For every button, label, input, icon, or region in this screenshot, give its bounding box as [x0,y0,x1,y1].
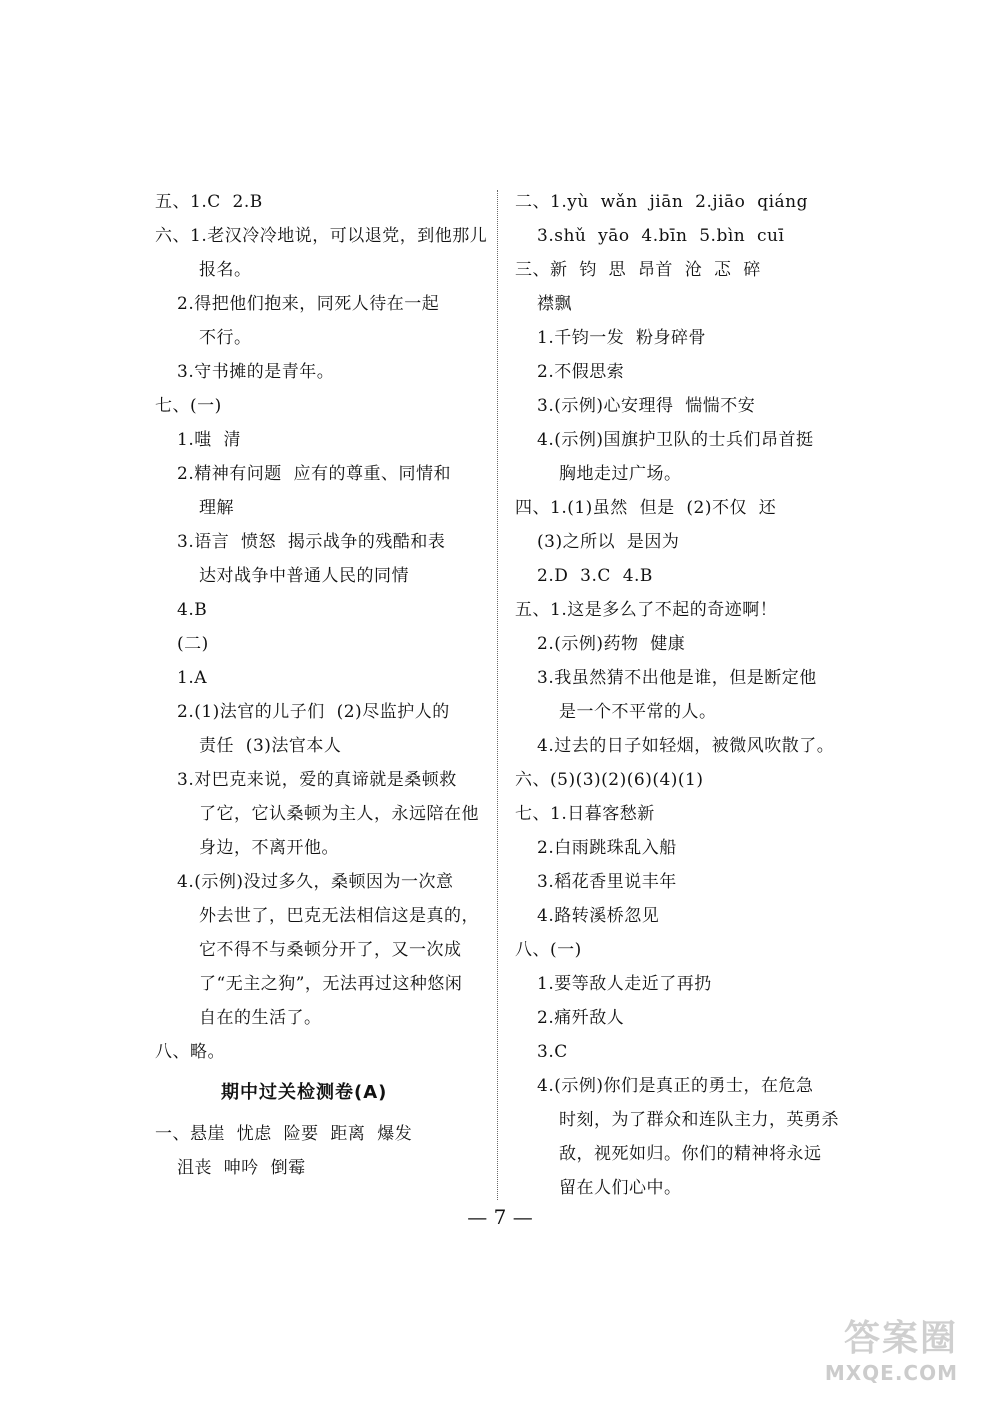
answer-line: 了它，它认桑顿为主人，永远陪在他 [199,804,479,824]
answer-line: 3.语言 愤怒 揭示战争的残酷和表 [177,532,446,552]
answer-line: 4.(示例)国旗护卫队的士兵们昂首挺 [537,430,814,450]
watermark-top-text: 答案圈 [843,1318,958,1359]
answer-line: 2.(1)法官的儿子们 (2)尽监护人的 [177,702,450,722]
answer-line: 4.(示例)你们是真正的勇士，在危急 [537,1076,814,1096]
answer-line: 二、1.yù wǎn jiān 2.jiāo qiáng [515,192,809,212]
answer-line: (3)之所以 是因为 [537,532,680,552]
page-number: — 7 — [467,1205,533,1229]
answer-line: 1.嗤 清 [177,430,242,450]
answer-line: 七、(一) [155,396,222,416]
answer-line: 1.千钧一发 粉身碎骨 [537,328,707,348]
answer-line: 五、1.C 2.B [155,192,263,212]
watermark-logo [808,1310,958,1385]
answer-line: 达对战争中普通人民的同情 [199,566,409,586]
answer-line: 2.不假思索 [537,362,625,382]
answer-line: 六、(5)(3)(2)(6)(4)(1) [515,770,704,790]
answer-line: 3.我虽然猜不出他是谁，但是断定他 [537,668,817,688]
answer-line: 时刻，为了群众和连队主力，英勇杀 [559,1110,839,1130]
answer-line: 了“无主之狗”，无法再过这种悠闲 [199,974,463,994]
answer-line: 胸地走过广场。 [559,464,682,484]
answer-line: 3.稻花香里说丰年 [537,872,677,892]
answer-line: 3.守书摊的是青年。 [177,362,335,382]
left-answer-column [155,185,488,1185]
answer-line: 2.痛歼敌人 [537,1008,625,1028]
answer-line: 2.(示例)药物 健康 [537,634,686,654]
answer-line: 2.白雨跳珠乱入船 [537,838,677,858]
answer-line: 4.过去的日子如轻烟，被微风吹散了。 [537,736,835,756]
answer-line: 3.(示例)心安理得 惴惴不安 [537,396,756,416]
answer-line: 4.路转溪桥忽见 [537,906,660,926]
answer-line: 3.对巴克来说，爱的真谛就是桑顿救 [177,770,457,790]
answer-line: 留在人们心中。 [559,1178,682,1198]
answer-line: 襟飘 [537,294,572,314]
answer-line: 2.精神有问题 应有的尊重、同情和 [177,464,452,484]
answer-line: 2.D 3.C 4.B [537,566,653,586]
answer-line: 外去世了，巴克无法相信这是真的， [199,906,479,926]
answer-line: 自在的生活了。 [199,1008,322,1028]
answer-line: 1.要等敌人走近了再扔 [537,974,712,994]
answer-line: 报名。 [199,260,252,280]
answer-line: 1.A [177,668,207,688]
answer-line: 它不得不与桑顿分开了，又一次成 [199,940,462,960]
right-answer-column [515,185,855,1205]
answer-line: 不行。 [199,328,252,348]
answer-line: (二) [177,634,209,654]
answer-line: 沮丧 呻吟 倒霉 [177,1158,306,1178]
column-divider [497,190,498,1200]
section-heading: 期中过关检测卷(A) [221,1082,388,1103]
answer-line: 敌，视死如归。你们的精神将永远 [559,1144,822,1164]
answer-line: 是一个不平常的人。 [559,702,717,722]
answer-line: 三、新 钧 思 昂首 沧 忑 碎 [515,260,761,280]
answer-line: 4.B [177,600,208,620]
answer-line: 五、1.这是多么了不起的奇迹啊！ [515,600,778,620]
answer-line: 六、1.老汉冷冷地说，可以退党，到他那儿 [155,226,488,246]
answer-line: 3.C [537,1042,568,1062]
answer-line: 4.(示例)没过多久，桑顿因为一次意 [177,872,454,892]
answer-line: 一、悬崖 忧虑 险要 距离 爆发 [155,1124,413,1144]
answer-line: 3.shǔ yāo 4.bīn 5.bìn cuī [537,226,785,246]
answer-line: 2.得把他们抱来，同死人待在一起 [177,294,440,314]
answer-line: 八、略。 [155,1042,225,1062]
answer-line: 身边，不离开他。 [199,838,339,858]
answer-line: 八、(一) [515,940,582,960]
answer-line: 七、1.日暮客愁新 [515,804,655,824]
watermark-bottom-text: MXQE.COM [824,1361,958,1385]
answer-line: 理解 [199,498,234,518]
answer-line: 四、1.(1)虽然 但是 (2)不仅 还 [515,498,777,518]
answer-line: 责任 (3)法官本人 [199,736,342,756]
